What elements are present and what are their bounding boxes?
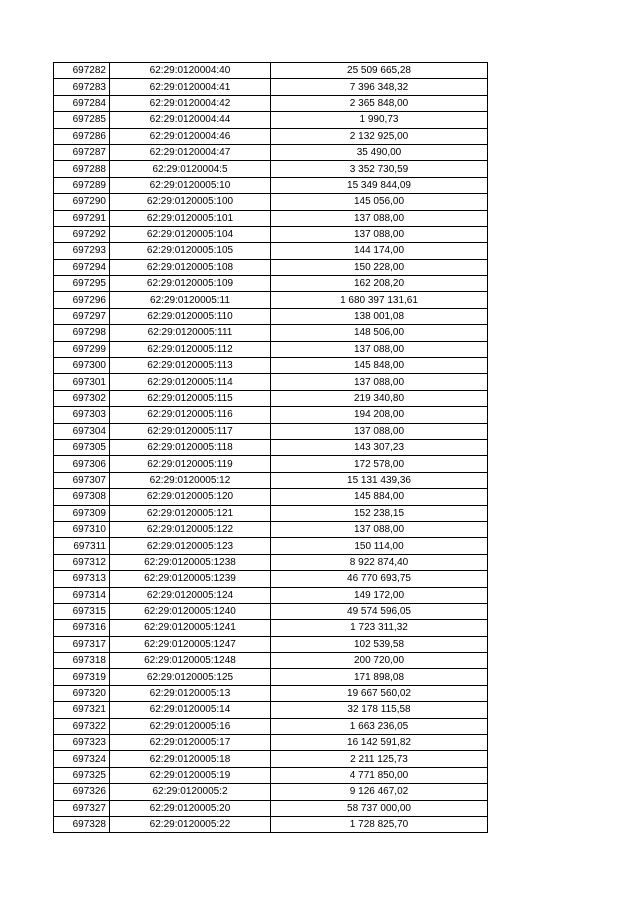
cadastral-number-cell: 62:29:0120005:111 <box>110 325 271 341</box>
table-row <box>54 636 488 652</box>
cadastral-value-cell: 219 340,80 <box>271 390 488 406</box>
row-number-cell: 697285 <box>54 112 110 128</box>
cadastral-value-cell: 137 088,00 <box>271 210 488 226</box>
table-row <box>54 95 488 111</box>
row-number-cell: 697322 <box>54 718 110 734</box>
cadastral-number-cell: 62:29:0120005:22 <box>110 816 271 832</box>
table-row <box>54 489 488 505</box>
cadastral-value-cell: 35 490,00 <box>271 144 488 160</box>
table-row <box>54 423 488 439</box>
row-number-cell: 697284 <box>54 95 110 111</box>
table-row <box>54 587 488 603</box>
table-row <box>54 800 488 816</box>
cadastral-value-cell: 19 667 560,02 <box>271 685 488 701</box>
cadastral-value-cell: 1 990,73 <box>271 112 488 128</box>
cadastral-number-cell: 62:29:0120005:114 <box>110 374 271 390</box>
cadastral-number-cell: 62:29:0120005:1240 <box>110 603 271 619</box>
cadastral-number-cell: 62:29:0120005:125 <box>110 669 271 685</box>
row-number-cell: 697325 <box>54 767 110 783</box>
table-row <box>54 325 488 341</box>
cadastral-value-cell: 137 088,00 <box>271 374 488 390</box>
row-number-cell: 697314 <box>54 587 110 603</box>
table-row <box>54 751 488 767</box>
row-number-cell: 697319 <box>54 669 110 685</box>
table-row <box>54 341 488 357</box>
row-number-cell: 697318 <box>54 653 110 669</box>
row-number-cell: 697316 <box>54 620 110 636</box>
row-number-cell: 697291 <box>54 210 110 226</box>
cadastral-value-cell: 145 884,00 <box>271 489 488 505</box>
cadastral-number-cell: 62:29:0120005:115 <box>110 390 271 406</box>
row-number-cell: 697312 <box>54 554 110 570</box>
row-number-cell: 697328 <box>54 816 110 832</box>
cadastral-value-cell: 4 771 850,00 <box>271 767 488 783</box>
table-row <box>54 816 488 832</box>
cadastral-value-cell: 150 228,00 <box>271 259 488 275</box>
row-number-cell: 697310 <box>54 521 110 537</box>
table-row <box>54 177 488 193</box>
cadastral-value-cell: 2 132 925,00 <box>271 128 488 144</box>
cadastral-number-cell: 62:29:0120005:1248 <box>110 653 271 669</box>
cadastral-value-cell: 138 001,08 <box>271 308 488 324</box>
cadastral-value-cell: 25 509 665,28 <box>271 63 488 79</box>
cadastral-number-cell: 62:29:0120005:101 <box>110 210 271 226</box>
table-row <box>54 702 488 718</box>
cadastral-value-cell: 1 680 397 131,61 <box>271 292 488 308</box>
row-number-cell: 697300 <box>54 358 110 374</box>
cadastral-number-cell: 62:29:0120005:120 <box>110 489 271 505</box>
table-row <box>54 685 488 701</box>
cadastral-number-cell: 62:29:0120005:12 <box>110 472 271 488</box>
cadastral-value-cell: 32 178 115,58 <box>271 702 488 718</box>
table-row <box>54 259 488 275</box>
cadastral-number-cell: 62:29:0120005:19 <box>110 767 271 783</box>
cadastral-number-cell: 62:29:0120005:124 <box>110 587 271 603</box>
cadastral-number-cell: 62:29:0120005:1238 <box>110 554 271 570</box>
cadastral-number-cell: 62:29:0120005:122 <box>110 521 271 537</box>
cadastral-value-cell: 102 539,58 <box>271 636 488 652</box>
table-row <box>54 128 488 144</box>
cadastral-number-cell: 62:29:0120004:41 <box>110 79 271 95</box>
cadastral-value-cell: 8 922 874,40 <box>271 554 488 570</box>
table-row <box>54 505 488 521</box>
cadastral-number-cell: 62:29:0120005:112 <box>110 341 271 357</box>
cadastral-number-cell: 62:29:0120005:14 <box>110 702 271 718</box>
table-row <box>54 161 488 177</box>
row-number-cell: 697293 <box>54 243 110 259</box>
table-row <box>54 603 488 619</box>
table-row <box>54 439 488 455</box>
cadastral-value-cell: 200 720,00 <box>271 653 488 669</box>
cadastral-value-cell: 15 349 844,09 <box>271 177 488 193</box>
cadastral-number-cell: 62:29:0120005:1241 <box>110 620 271 636</box>
row-number-cell: 697307 <box>54 472 110 488</box>
row-number-cell: 697292 <box>54 226 110 242</box>
cadastral-value-cell: 150 114,00 <box>271 538 488 554</box>
row-number-cell: 697296 <box>54 292 110 308</box>
cadastral-number-cell: 62:29:0120005:11 <box>110 292 271 308</box>
cadastral-value-cell: 144 174,00 <box>271 243 488 259</box>
cadastral-value-cell: 2 365 848,00 <box>271 95 488 111</box>
cadastral-number-cell: 62:29:0120005:1239 <box>110 571 271 587</box>
cadastral-value-cell: 145 056,00 <box>271 194 488 210</box>
row-number-cell: 697288 <box>54 161 110 177</box>
row-number-cell: 697308 <box>54 489 110 505</box>
table-row <box>54 243 488 259</box>
cadastral-value-cell: 3 352 730,59 <box>271 161 488 177</box>
cadastral-value-cell: 152 238,15 <box>271 505 488 521</box>
cadastral-number-cell: 62:29:0120005:121 <box>110 505 271 521</box>
cadastral-number-cell: 62:29:0120005:17 <box>110 735 271 751</box>
cadastral-value-cell: 137 088,00 <box>271 423 488 439</box>
row-number-cell: 697298 <box>54 325 110 341</box>
row-number-cell: 697301 <box>54 374 110 390</box>
table-row <box>54 620 488 636</box>
table-row <box>54 653 488 669</box>
cadastral-value-cell: 172 578,00 <box>271 456 488 472</box>
cadastral-value-cell: 137 088,00 <box>271 226 488 242</box>
cadastral-value-cell: 1 663 236,05 <box>271 718 488 734</box>
row-number-cell: 697294 <box>54 259 110 275</box>
cadastral-number-cell: 62:29:0120004:47 <box>110 144 271 160</box>
row-number-cell: 697321 <box>54 702 110 718</box>
table-row <box>54 784 488 800</box>
cadastral-number-cell: 62:29:0120005:1247 <box>110 636 271 652</box>
row-number-cell: 697323 <box>54 735 110 751</box>
cadastral-number-cell: 62:29:0120005:113 <box>110 358 271 374</box>
cadastral-value-cell: 46 770 693,75 <box>271 571 488 587</box>
cadastral-number-cell: 62:29:0120005:10 <box>110 177 271 193</box>
table-row <box>54 374 488 390</box>
table-row <box>54 554 488 570</box>
cadastral-value-cell: 162 208,20 <box>271 276 488 292</box>
row-number-cell: 697304 <box>54 423 110 439</box>
cadastral-number-cell: 62:29:0120005:123 <box>110 538 271 554</box>
cadastral-value-cell: 143 307,23 <box>271 439 488 455</box>
cadastral-value-cell: 49 574 596,05 <box>271 603 488 619</box>
cadastral-value-cell: 137 088,00 <box>271 521 488 537</box>
table-row <box>54 538 488 554</box>
row-number-cell: 697287 <box>54 144 110 160</box>
cadastral-value-cell: 171 898,08 <box>271 669 488 685</box>
row-number-cell: 697305 <box>54 439 110 455</box>
cadastral-number-cell: 62:29:0120004:44 <box>110 112 271 128</box>
row-number-cell: 697320 <box>54 685 110 701</box>
cadastral-value-cell: 1 723 311,32 <box>271 620 488 636</box>
cadastral-number-cell: 62:29:0120005:108 <box>110 259 271 275</box>
row-number-cell: 697317 <box>54 636 110 652</box>
table-row <box>54 276 488 292</box>
cadastral-value-cell: 7 396 348,32 <box>271 79 488 95</box>
cadastral-number-cell: 62:29:0120005:16 <box>110 718 271 734</box>
table-row <box>54 669 488 685</box>
cadastral-number-cell: 62:29:0120005:116 <box>110 407 271 423</box>
row-number-cell: 697315 <box>54 603 110 619</box>
table-row <box>54 472 488 488</box>
cadastral-value-cell: 137 088,00 <box>271 341 488 357</box>
row-number-cell: 697302 <box>54 390 110 406</box>
table-row <box>54 456 488 472</box>
row-number-cell: 697324 <box>54 751 110 767</box>
table-row <box>54 292 488 308</box>
row-number-cell: 697290 <box>54 194 110 210</box>
table-row <box>54 210 488 226</box>
cadastral-number-cell: 62:29:0120005:110 <box>110 308 271 324</box>
table-row <box>54 735 488 751</box>
cadastral-value-table <box>53 62 488 833</box>
row-number-cell: 697313 <box>54 571 110 587</box>
table-body <box>54 63 488 833</box>
row-number-cell: 697306 <box>54 456 110 472</box>
row-number-cell: 697283 <box>54 79 110 95</box>
cadastral-number-cell: 62:29:0120005:2 <box>110 784 271 800</box>
table-row <box>54 390 488 406</box>
row-number-cell: 697326 <box>54 784 110 800</box>
cadastral-number-cell: 62:29:0120004:42 <box>110 95 271 111</box>
cadastral-value-cell: 58 737 000,00 <box>271 800 488 816</box>
table-row <box>54 226 488 242</box>
cadastral-value-cell: 16 142 591,82 <box>271 735 488 751</box>
cadastral-value-cell: 194 208,00 <box>271 407 488 423</box>
table-row <box>54 144 488 160</box>
table-row <box>54 63 488 79</box>
cadastral-number-cell: 62:29:0120005:117 <box>110 423 271 439</box>
table-row <box>54 521 488 537</box>
cadastral-value-cell: 145 848,00 <box>271 358 488 374</box>
cadastral-value-cell: 148 506,00 <box>271 325 488 341</box>
table-row <box>54 407 488 423</box>
cadastral-number-cell: 62:29:0120005:18 <box>110 751 271 767</box>
table-row <box>54 79 488 95</box>
table-row <box>54 112 488 128</box>
row-number-cell: 697286 <box>54 128 110 144</box>
cadastral-number-cell: 62:29:0120005:13 <box>110 685 271 701</box>
cadastral-value-cell: 15 131 439,36 <box>271 472 488 488</box>
table-row <box>54 308 488 324</box>
cadastral-number-cell: 62:29:0120005:20 <box>110 800 271 816</box>
row-number-cell: 697309 <box>54 505 110 521</box>
cadastral-number-cell: 62:29:0120004:40 <box>110 63 271 79</box>
row-number-cell: 697327 <box>54 800 110 816</box>
table-row <box>54 718 488 734</box>
row-number-cell: 697299 <box>54 341 110 357</box>
cadastral-value-cell: 9 126 467,02 <box>271 784 488 800</box>
cadastral-number-cell: 62:29:0120004:5 <box>110 161 271 177</box>
table-row <box>54 767 488 783</box>
row-number-cell: 697297 <box>54 308 110 324</box>
cadastral-number-cell: 62:29:0120005:119 <box>110 456 271 472</box>
cadastral-number-cell: 62:29:0120005:105 <box>110 243 271 259</box>
cadastral-value-cell: 149 172,00 <box>271 587 488 603</box>
cadastral-value-cell: 2 211 125,73 <box>271 751 488 767</box>
table-row <box>54 194 488 210</box>
table-row <box>54 358 488 374</box>
row-number-cell: 697303 <box>54 407 110 423</box>
row-number-cell: 697289 <box>54 177 110 193</box>
cadastral-number-cell: 62:29:0120005:118 <box>110 439 271 455</box>
row-number-cell: 697282 <box>54 63 110 79</box>
row-number-cell: 697295 <box>54 276 110 292</box>
cadastral-number-cell: 62:29:0120004:46 <box>110 128 271 144</box>
cadastral-value-cell: 1 728 825,70 <box>271 816 488 832</box>
cadastral-number-cell: 62:29:0120005:109 <box>110 276 271 292</box>
row-number-cell: 697311 <box>54 538 110 554</box>
cadastral-number-cell: 62:29:0120005:104 <box>110 226 271 242</box>
table-row <box>54 571 488 587</box>
cadastral-number-cell: 62:29:0120005:100 <box>110 194 271 210</box>
